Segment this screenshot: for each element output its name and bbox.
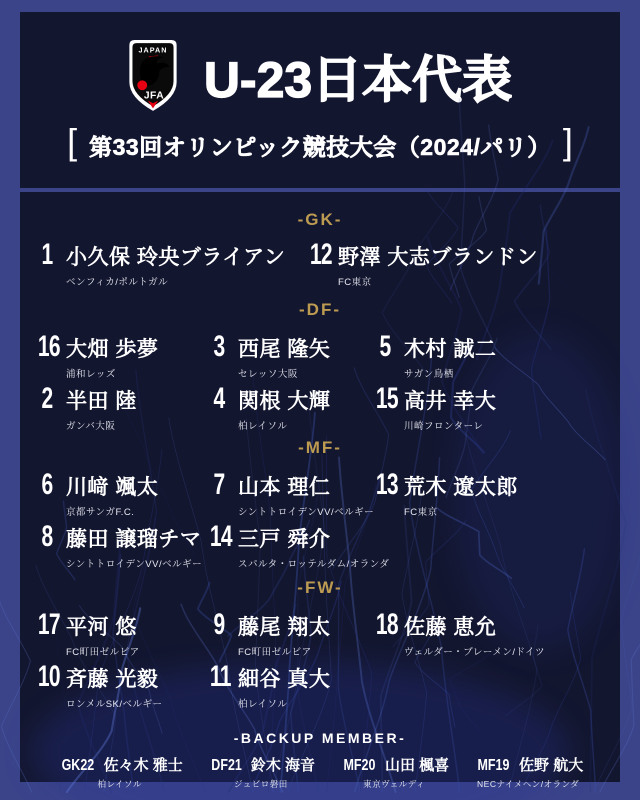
player-name: 半田 陸	[66, 390, 137, 413]
backup-player-name: 佐々木 雅士	[103, 757, 183, 774]
player-info	[66, 476, 158, 518]
player-club: ロンメルSK/ベルギー	[66, 699, 163, 711]
player-name: 斉藤 光毅	[66, 668, 159, 691]
player-info	[338, 246, 538, 288]
player-row	[20, 330, 620, 381]
section-gk	[20, 210, 620, 289]
page-title: U-23日本代表	[203, 52, 513, 108]
player-number: 1	[41, 238, 53, 271]
player-club: シントトロイデンVV/ベルギー	[66, 559, 203, 571]
player-info	[404, 390, 496, 432]
player-name: 関根 大輝	[238, 390, 331, 413]
backup-player-entry	[207, 754, 315, 790]
section-label-gk: -GK-	[297, 210, 343, 229]
player-info	[404, 476, 518, 518]
player-entry	[372, 468, 620, 519]
player-club: セレッソ大阪	[238, 369, 298, 381]
player-name: 佐藤 恵允	[404, 616, 497, 639]
player-number: 16	[37, 330, 60, 363]
player-club: FC東京	[338, 277, 372, 289]
section-fw	[20, 578, 620, 711]
tournament-subtitle: 第33回オリンピック競技大会（2024/パリ）	[89, 134, 551, 160]
player-number: 14	[209, 520, 232, 553]
backup-player-line	[339, 754, 449, 775]
crest-org-label: JFA	[143, 90, 165, 102]
player-info	[238, 668, 330, 710]
player-club: シントトロイデンVV/ベルギー	[238, 507, 375, 519]
player-row	[20, 468, 620, 519]
player-entry	[206, 608, 372, 659]
player-number: 4	[213, 382, 225, 415]
player-number: 17	[37, 608, 60, 641]
section-label-df: -DF-	[299, 300, 341, 319]
player-number: 15	[375, 382, 398, 415]
backup-player-entry	[339, 754, 449, 790]
player-entry	[34, 520, 206, 571]
player-club: 川崎フロンターレ	[404, 421, 484, 433]
player-number: 8	[41, 520, 53, 553]
bracket-right: ]	[562, 121, 573, 163]
player-entry	[206, 520, 390, 571]
title-row	[128, 38, 512, 114]
player-entry	[34, 660, 206, 711]
player-entry	[306, 238, 620, 289]
backup-section	[20, 730, 620, 790]
bracket-left: [	[67, 121, 78, 163]
player-info	[66, 338, 158, 380]
jfa-crest-logo	[128, 38, 178, 114]
backup-player-club: 柏レイソル	[97, 779, 143, 789]
player-club: スパルタ・ロッテルダム/オランダ	[238, 559, 390, 571]
player-entry	[206, 330, 372, 381]
player-name: 平河 悠	[66, 616, 137, 639]
backup-player-name: 鈴木 海音	[250, 757, 316, 774]
player-entry	[34, 608, 206, 659]
player-name: 三戸 舜介	[238, 528, 331, 551]
backup-player-entry	[57, 754, 183, 790]
backup-row	[20, 754, 620, 790]
backup-player-line	[473, 754, 583, 775]
backup-player-entry	[473, 754, 583, 790]
player-name: 山本 理仁	[238, 476, 331, 499]
backup-player-club: NECナイメヘン/オランダ	[477, 779, 580, 789]
player-info	[238, 528, 389, 570]
crest-country-label: JAPAN	[138, 46, 168, 55]
player-info	[238, 616, 330, 658]
player-number: 13	[375, 468, 398, 501]
player-name: 西尾 隆矢	[238, 338, 331, 361]
player-row	[20, 520, 620, 571]
subtitle-row	[67, 121, 573, 163]
backup-player-line	[57, 754, 183, 775]
backup-player-name: 佐野 航大	[519, 757, 584, 774]
section-label-fw: -FW-	[297, 578, 343, 597]
player-number: 3	[213, 330, 225, 363]
player-number: 5	[379, 330, 391, 363]
backup-player-name: 山田 楓喜	[384, 757, 450, 774]
player-row	[20, 382, 620, 433]
header-panel	[20, 12, 620, 188]
player-row	[20, 660, 620, 711]
player-entry	[34, 382, 206, 433]
roster-panel	[20, 192, 620, 789]
player-info	[66, 390, 137, 432]
backup-player-club: ジュビロ磐田	[233, 779, 288, 789]
player-name: 藤尾 翔太	[238, 616, 331, 639]
position-sections	[20, 210, 620, 711]
player-club: FC町田ゼルビア	[66, 647, 140, 659]
player-info	[238, 390, 330, 432]
player-entry	[206, 382, 372, 433]
player-name: 細谷 真大	[238, 668, 331, 691]
backup-player-position: DF21	[211, 757, 242, 774]
section-label-mf: -MF-	[298, 438, 342, 457]
backup-player-position: GK22	[61, 757, 94, 774]
backup-section-label: -BACKUP MEMBER-	[233, 730, 407, 746]
player-number: 7	[213, 468, 225, 501]
player-info	[66, 616, 140, 658]
player-row	[20, 608, 620, 659]
player-name: 荒木 遼太郎	[404, 476, 518, 499]
roster-content	[20, 192, 620, 790]
player-info	[238, 476, 374, 518]
player-name: 木村 誠二	[404, 338, 497, 361]
player-club: ベンフィカ/ポルトガル	[66, 277, 169, 289]
backup-player-position: MF19	[477, 757, 510, 774]
player-club: 浦和レッズ	[66, 369, 116, 381]
player-club: 京都サンガF.C.	[66, 507, 135, 519]
player-club: ヴェルダー・ブレーメン/ドイツ	[404, 647, 546, 659]
player-number: 11	[209, 660, 231, 693]
backup-player-club: 東京ヴェルディ	[363, 779, 426, 789]
player-number: 18	[375, 608, 398, 641]
player-info	[66, 528, 202, 570]
backup-player-line	[207, 754, 315, 775]
player-name: 藤田 譲瑠チマ	[66, 528, 202, 551]
player-club: ガンバ大阪	[66, 421, 116, 433]
section-mf	[20, 438, 620, 571]
player-club: FC東京	[404, 507, 438, 519]
section-df	[20, 300, 620, 433]
player-name: 小久保 玲央ブライアン	[66, 246, 286, 269]
player-number: 6	[41, 468, 53, 501]
player-info	[404, 338, 496, 380]
player-name: 大畑 歩夢	[66, 338, 159, 361]
player-info	[66, 246, 285, 288]
player-name: 高井 幸大	[404, 390, 497, 413]
player-entry	[34, 330, 206, 381]
player-number: 12	[309, 238, 332, 271]
player-entry	[206, 660, 372, 711]
player-entry	[206, 468, 375, 519]
player-name: 野澤 大志ブランドン	[338, 246, 538, 269]
backup-player-position: MF20	[343, 757, 376, 774]
player-entry	[372, 330, 620, 381]
player-entry	[372, 382, 620, 433]
player-number: 10	[37, 660, 60, 693]
player-row	[20, 238, 620, 289]
player-club: 柏レイソル	[238, 699, 288, 711]
player-info	[404, 616, 545, 658]
player-entry	[34, 238, 306, 289]
player-club: FC町田ゼルビア	[238, 647, 312, 659]
player-entry	[34, 468, 206, 519]
player-number: 9	[213, 608, 225, 641]
player-name: 川﨑 颯太	[66, 476, 159, 499]
player-info	[66, 668, 163, 710]
player-club: 柏レイソル	[238, 421, 288, 433]
player-info	[238, 338, 330, 380]
player-entry	[372, 608, 620, 659]
player-club: サガン鳥栖	[404, 369, 454, 381]
player-number: 2	[41, 382, 53, 415]
